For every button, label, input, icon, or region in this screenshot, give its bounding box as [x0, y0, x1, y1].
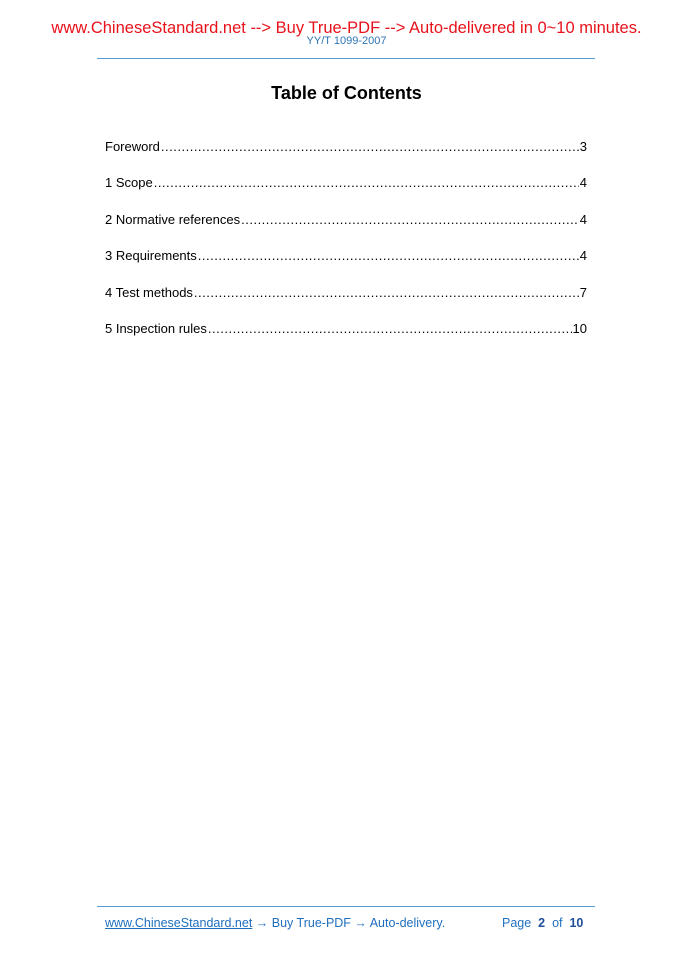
- page-word: Page: [502, 916, 532, 930]
- footer-promo: [105, 915, 445, 931]
- footer-divider: [97, 906, 595, 907]
- toc-entry-page: 4: [579, 211, 587, 227]
- toc-entry-label: 5 Inspection rules: [105, 320, 207, 336]
- page-title: Table of Contents: [271, 83, 422, 103]
- toc-entry-inspection-rules[interactable]: [105, 320, 587, 338]
- current-page-number: 2: [538, 916, 546, 930]
- toc-dot-leader: [208, 320, 572, 338]
- toc-entry-test-methods[interactable]: [105, 284, 587, 302]
- promo-banner[interactable]: www.ChineseStandard.net --> Buy True-PDF --> Auto-delivered in 0~10 minutes.: [51, 19, 642, 37]
- toc-entry-label: Foreword: [105, 139, 160, 154]
- toc-entry-requirements[interactable]: [105, 247, 587, 265]
- toc-entry-scope[interactable]: [105, 174, 587, 192]
- toc-entry-normative-references[interactable]: [105, 211, 587, 229]
- toc-dot-leader: [241, 211, 579, 229]
- of-word: of: [552, 916, 563, 930]
- toc-entry-page: 7: [579, 284, 587, 300]
- page-indicator: [502, 915, 583, 931]
- document-code: YY/T 1099-2007: [306, 35, 387, 47]
- table-of-contents: [105, 138, 587, 356]
- toc-dot-leader: [161, 138, 579, 156]
- toc-entry-page: 4: [579, 175, 587, 191]
- toc-entry-page: 10: [572, 320, 587, 336]
- toc-dot-leader: [154, 174, 579, 192]
- footer-site-link[interactable]: www.ChineseStandard.net: [105, 916, 253, 930]
- header-divider: [97, 58, 595, 59]
- footer-tagline: → Buy True-PDF → Auto-delivery.: [252, 916, 446, 930]
- toc-entry-label: 1 Scope: [105, 175, 153, 191]
- total-page-count: 10: [569, 916, 584, 930]
- toc-dot-leader: [198, 247, 579, 265]
- toc-entry-label: 3 Requirements: [105, 248, 197, 264]
- toc-entry-page: 4: [579, 248, 587, 264]
- toc-entry-label: 2 Normative references: [105, 211, 241, 227]
- toc-entry-label: 4 Test methods: [105, 284, 193, 300]
- toc-entry-foreword[interactable]: [105, 138, 587, 156]
- toc-entry-page: 3: [579, 139, 587, 154]
- toc-dot-leader: [194, 284, 579, 302]
